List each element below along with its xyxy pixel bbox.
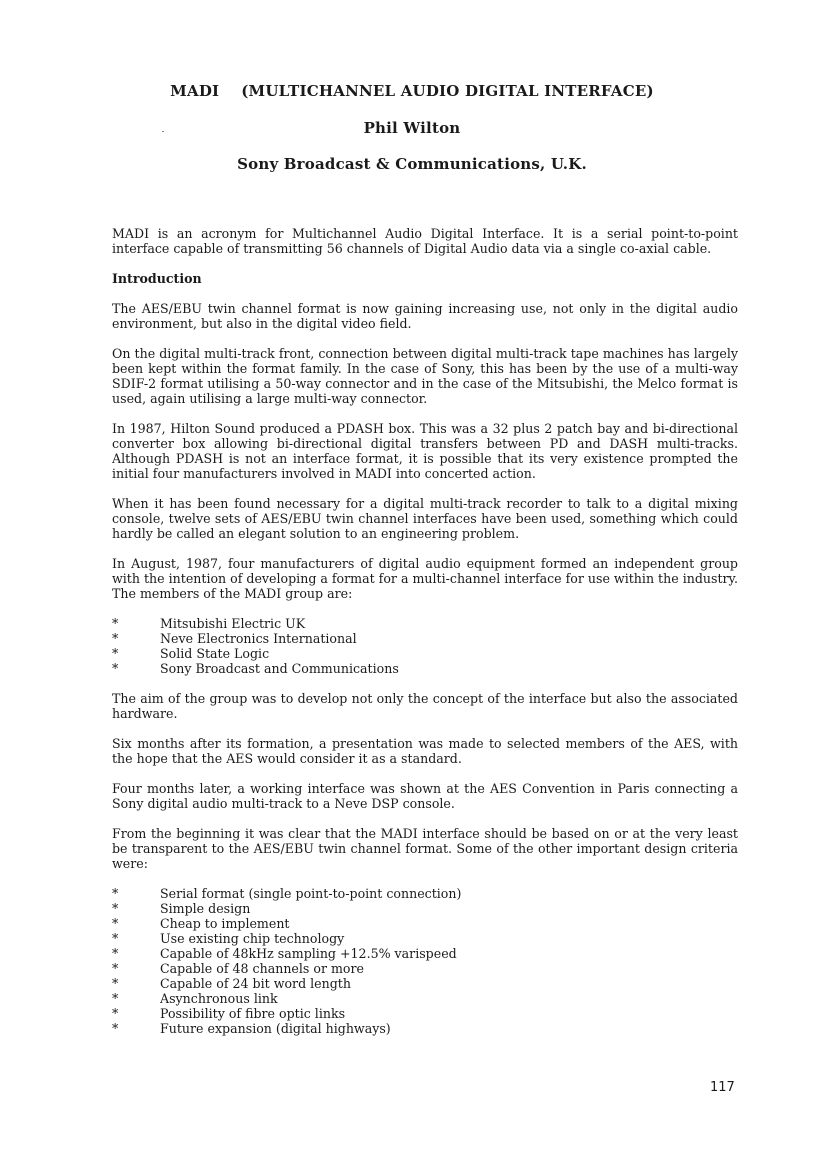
abstract: MADI is an acronym for Multichannel Audio Digital Interface. It is a serial point-to-point interface capable of transmitting 56 channels of Digital Audio data via a single co-axial cable. <box>112 226 738 256</box>
list-item: * Capable of 48 channels or more <box>112 961 738 976</box>
author-affiliation: Sony Broadcast & Communications, U.K. <box>237 155 587 173</box>
paragraph: The aim of the group was to develop not only the concept of the interface but also the associated hardware. <box>112 691 738 721</box>
members-list <box>112 616 738 676</box>
paper-title <box>0 82 824 100</box>
body-text <box>112 226 738 1051</box>
paragraph: From the beginning it was clear that the MADI interface should be based on or at the very least be transparent to the AES/EBU twin channel format. Some of the other important design criteria were: <box>112 826 738 871</box>
paragraph: When it has been found necessary for a digital multi-track recorder to talk to a digital mixing console, twelve sets of AES/EBU twin channel interfaces have been used, something which could hardly be called an elegant solution to an engineering problem. <box>112 496 738 541</box>
list-item: * Solid State Logic <box>112 646 738 661</box>
section-heading: Introduction <box>112 271 202 286</box>
list-item: * Simple design <box>112 901 738 916</box>
list-item: * Future expansion (digital highways) <box>112 1021 738 1036</box>
list-item: * Asynchronous link <box>112 991 738 1006</box>
list-item: * Sony Broadcast and Communications <box>112 661 738 676</box>
author-name: Phil Wilton <box>363 119 461 137</box>
list-item: * Capable of 24 bit word length <box>112 976 738 991</box>
paragraph: Four months later, a working interface was shown at the AES Convention in Paris connecting a Sony digital audio multi-track to a Neve DSP console. <box>112 781 738 811</box>
paragraph: On the digital multi-track front, connection between digital multi-track tape machines has largely been kept within the format family. In the case of Sony, this has been by the use of a multi-way SDIF-2 format utilising a 50-way connector and in the case of the Mitsubishi, the Melco format is used, again utilising a large multi-way connector. <box>112 346 738 406</box>
paragraph: Six months after its formation, a presentation was made to selected members of the AES, with the hope that the AES would consider it as a standard. <box>112 736 738 766</box>
list-item: * Mitsubishi Electric UK <box>112 616 738 631</box>
list-item: * Cheap to implement <box>112 916 738 931</box>
page-number: 117 <box>710 1080 735 1095</box>
title-full: (MULTICHANNEL AUDIO DIGITAL INTERFACE) <box>241 82 654 100</box>
list-item: * Use existing chip technology <box>112 931 738 946</box>
title-acronym: MADI <box>170 82 220 100</box>
list-item: * Possibility of fibre optic links <box>112 1006 738 1021</box>
paragraph: The AES/EBU twin channel format is now gaining increasing use, not only in the digital audio environment, but also in the digital video field. <box>112 301 738 331</box>
paragraph: In 1987, Hilton Sound produced a PDASH box. This was a 32 plus 2 patch bay and bi-directional converter box allowing bi-directional digital transfers between PD and DASH multi-tracks. Although PDASH is not an interface format, it is possible that its very existence prompted the initial four manufacturers involved in MADI into concerted action. <box>112 421 738 481</box>
list-item: * Neve Electronics International <box>112 631 738 646</box>
list-item: * Capable of 48kHz sampling +12.5% varispeed <box>112 946 738 961</box>
criteria-list <box>112 886 738 1036</box>
list-item: * Serial format (single point-to-point connection) <box>112 886 738 901</box>
paragraph: In August, 1987, four manufacturers of digital audio equipment formed an independent group with the intention of developing a format for a multi-channel interface for use within the industry. The members of the MADI group are: <box>112 556 738 601</box>
